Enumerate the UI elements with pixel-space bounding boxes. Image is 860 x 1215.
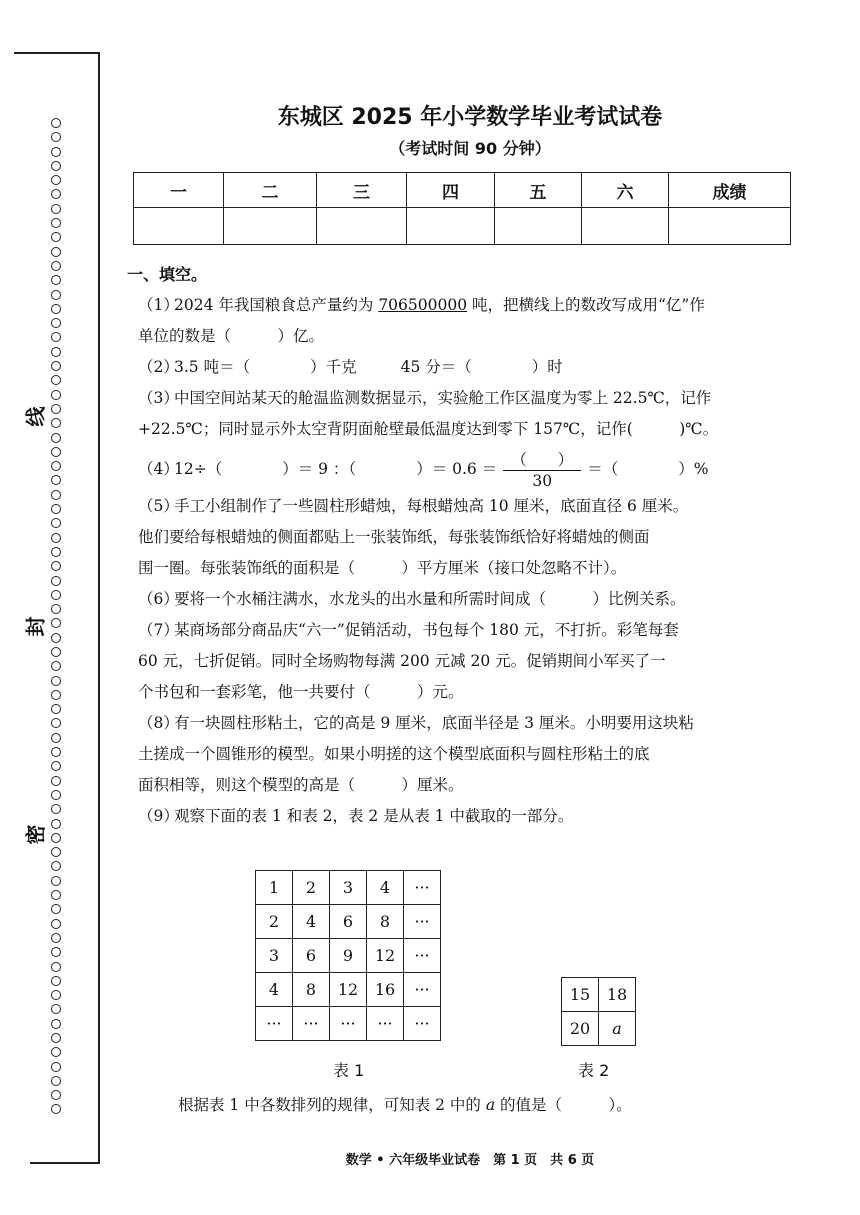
question-number: （1） <box>138 296 179 314</box>
q4-fraction-denominator: 30 <box>532 471 553 490</box>
table-cell: 18 <box>599 978 636 1012</box>
binding-circle-icon <box>51 418 61 428</box>
question-number: （2） <box>138 358 179 376</box>
table-row <box>256 905 441 939</box>
table-1-caption: 表 1 <box>333 1061 365 1080</box>
binding-circle-icon <box>51 247 61 257</box>
binding-circle-icon <box>51 947 61 957</box>
seal-word-secret: 密 <box>23 824 48 845</box>
q4-text-d: ＝（ <box>587 460 619 478</box>
table-cell: ··· <box>404 871 441 905</box>
question-number: （8） <box>138 714 179 732</box>
score-cell <box>495 208 582 245</box>
binding-circle-icon <box>51 261 61 271</box>
q6-line-1: 要将一个水桶注满水，水龙头的出水量和所需时间成（ ）比例关系。 <box>174 590 686 608</box>
q4-text-c: ）＝ 0.6 ＝ <box>416 460 498 478</box>
q4-fraction <box>503 450 581 491</box>
binding-circle-icon <box>51 747 61 757</box>
binding-top-line <box>14 52 100 54</box>
binding-circle-icon <box>51 361 61 371</box>
binding-circle-icon <box>51 290 61 300</box>
binding-circle-icon <box>51 661 61 671</box>
binding-circle-icon <box>51 332 61 342</box>
binding-circle-icon <box>51 618 61 628</box>
score-table-blank-row <box>134 208 791 245</box>
binding-circles <box>49 118 63 1119</box>
q4-text-e: ）% <box>678 460 709 478</box>
binding-circle-icon <box>51 304 61 314</box>
q8-line-1: 有一块圆柱形粘土，它的高是 9 厘米，底面半径是 3 厘米。小明要用这块粘 <box>174 714 694 732</box>
binding-circle-icon <box>51 390 61 400</box>
score-cell <box>224 208 317 245</box>
q1-text-a: 2024 年我国粮食总产量约为 <box>174 296 379 314</box>
score-header-1: 一 <box>134 173 224 208</box>
question-3 <box>138 383 798 414</box>
table-1 <box>255 870 441 1041</box>
question-7-line-2: 60 元，七折促销。同时全场购物每满 200 元减 20 元。促销期间小军买了一 <box>138 652 666 670</box>
table-cell: 12 <box>330 973 367 1007</box>
q2-text-d: ）时 <box>531 358 563 376</box>
binding-circle-icon <box>51 861 61 871</box>
q4-fraction-numerator: （ ） <box>503 450 581 471</box>
exam-title: 东城区 2025 年小学数学毕业考试试卷 <box>277 105 663 130</box>
q9-answer-text-b: 的值是（ ）。 <box>495 1096 632 1114</box>
binding-circle-icon <box>51 518 61 528</box>
binding-circle-icon <box>51 676 61 686</box>
table-row <box>256 1007 441 1041</box>
question-number: （7） <box>138 621 179 639</box>
table-cell: 12 <box>367 939 404 973</box>
table-cell: 20 <box>562 1012 599 1046</box>
binding-circle-icon <box>51 475 61 485</box>
binding-circle-icon <box>51 1076 61 1086</box>
seal-word-line: 线 <box>23 406 48 427</box>
binding-circle-icon <box>51 976 61 986</box>
score-header-6: 六 <box>582 173 669 208</box>
binding-circle-icon <box>51 790 61 800</box>
binding-circle-icon <box>51 490 61 500</box>
binding-circle-icon <box>51 447 61 457</box>
binding-circle-icon <box>51 1019 61 1029</box>
question-3-line-2: +22.5℃；同时显示外太空背阴面舱壁最低温度达到零下 157℃，记作( )℃。 <box>138 420 719 438</box>
question-8 <box>138 708 798 739</box>
binding-circle-icon <box>51 433 61 443</box>
binding-circle-icon <box>51 561 61 571</box>
binding-circle-icon <box>51 1104 61 1114</box>
table-cell: 16 <box>367 973 404 1007</box>
table-cell: ··· <box>367 1007 404 1041</box>
table-cell: 8 <box>367 905 404 939</box>
table-row <box>256 939 441 973</box>
binding-circle-icon <box>51 147 61 157</box>
binding-circle-icon <box>51 590 61 600</box>
question-1-line-2: 单位的数是（ ）亿。 <box>138 327 325 345</box>
question-8-line-2: 土搓成一个圆锥形的模型。如果小明搓的这个模型底面积与圆柱形粘土的底 <box>138 745 650 763</box>
binding-circle-icon <box>51 804 61 814</box>
q1-text-b: 吨，把横线上的数改写成用“亿”作 <box>467 296 705 314</box>
table-row <box>562 978 636 1012</box>
question-5-line-3: 围一圈。每张装饰纸的面积是（ ）平方厘米（接口处忽略不计）。 <box>138 559 627 577</box>
score-header-3: 三 <box>317 173 407 208</box>
binding-circle-icon <box>51 819 61 829</box>
binding-circle-icon <box>51 275 61 285</box>
q9-answer-text-a: 根据表 1 中各数排列的规律，可知表 2 中的 <box>178 1096 486 1114</box>
binding-vertical-line <box>98 52 100 1164</box>
binding-circle-icon <box>51 919 61 929</box>
table-cell: 8 <box>293 973 330 1007</box>
exam-subtitle: （考试时间 90 分钟） <box>389 139 551 158</box>
question-5 <box>138 491 798 522</box>
table-cell: 1 <box>256 871 293 905</box>
binding-circle-icon <box>51 833 61 843</box>
q3-line-1: 中国空间站某天的舱温监测数据显示，实验舱工作区温度为零上 22.5℃，记作 <box>174 389 712 407</box>
table-row <box>562 1012 636 1046</box>
binding-circle-icon <box>51 604 61 614</box>
question-1 <box>138 290 798 321</box>
binding-circle-icon <box>51 375 61 385</box>
score-header-2: 二 <box>224 173 317 208</box>
binding-circle-icon <box>51 232 61 242</box>
table-cell: 3 <box>256 939 293 973</box>
binding-circle-icon <box>51 690 61 700</box>
binding-circle-icon <box>51 847 61 857</box>
table-cell: 4 <box>293 905 330 939</box>
binding-circle-icon <box>51 1004 61 1014</box>
question-6 <box>138 584 798 615</box>
binding-circle-icon <box>51 704 61 714</box>
binding-circle-icon <box>51 461 61 471</box>
question-number: （4） <box>138 460 179 478</box>
table-2-caption: 表 2 <box>578 1061 610 1080</box>
binding-circle-icon <box>51 1062 61 1072</box>
table-cell: ··· <box>404 973 441 1007</box>
score-cell <box>317 208 407 245</box>
binding-circle-icon <box>51 890 61 900</box>
score-header-4: 四 <box>407 173 495 208</box>
score-cell <box>582 208 669 245</box>
question-4 <box>138 447 798 491</box>
binding-circle-icon <box>51 1047 61 1057</box>
table-cell: ··· <box>404 1007 441 1041</box>
binding-circle-icon <box>51 990 61 1000</box>
question-2 <box>138 352 798 383</box>
binding-circle-icon <box>51 547 61 557</box>
binding-circle-icon <box>51 218 61 228</box>
score-header-5: 五 <box>495 173 582 208</box>
question-9-answer-line <box>178 1093 632 1115</box>
q7-line-1: 某商场部分商品庆“六一”促销活动，书包每个 180 元，不打折。彩笔每套 <box>174 621 679 639</box>
binding-strip <box>0 52 100 1164</box>
binding-circle-icon <box>51 347 61 357</box>
q4-text-a: 12÷（ <box>174 460 223 478</box>
binding-circle-icon <box>51 132 61 142</box>
binding-circle-icon <box>51 175 61 185</box>
binding-circle-icon <box>51 533 61 543</box>
table-cell: 4 <box>256 973 293 1007</box>
page-footer: 数学 • 六年级毕业试卷 第 1 页 共 6 页 <box>345 1153 595 1168</box>
question-number: （3） <box>138 389 179 407</box>
table-cell: ··· <box>330 1007 367 1041</box>
table-cell: 4 <box>367 871 404 905</box>
binding-circle-icon <box>51 576 61 586</box>
table-cell: 3 <box>330 871 367 905</box>
table-row <box>256 871 441 905</box>
binding-circle-icon <box>51 1033 61 1043</box>
binding-circle-icon <box>51 204 61 214</box>
question-9 <box>138 801 798 832</box>
binding-circle-icon <box>51 776 61 786</box>
q1-underlined-number: 706500000 <box>378 296 468 314</box>
score-table-header-row <box>134 173 791 208</box>
binding-circle-icon <box>51 504 61 514</box>
binding-circle-icon <box>51 404 61 414</box>
table-cell: 15 <box>562 978 599 1012</box>
binding-circle-icon <box>51 318 61 328</box>
binding-bottom-line <box>30 1162 100 1164</box>
score-cell <box>407 208 495 245</box>
table-row <box>256 973 441 1007</box>
question-number: （5） <box>138 497 179 515</box>
binding-circle-icon <box>51 161 61 171</box>
q2-text-b: ）千克 <box>310 358 357 376</box>
binding-circle-icon <box>51 647 61 657</box>
binding-circle-icon <box>51 761 61 771</box>
q4-text-b: ）＝ 9 ：（ <box>282 460 357 478</box>
question-8-line-3: 面积相等，则这个模型的高是（ ）厘米。 <box>138 776 464 794</box>
table-cell: ··· <box>404 939 441 973</box>
binding-circle-icon <box>51 189 61 199</box>
q9-line-1: 观察下面的表 1 和表 2，表 2 是从表 1 中截取的一部分。 <box>174 807 574 825</box>
seal-word-seal: 封 <box>23 616 48 637</box>
q9-answer-variable: a <box>485 1096 496 1114</box>
table-cell: ··· <box>404 905 441 939</box>
binding-circle-icon <box>51 118 61 128</box>
score-cell <box>669 208 791 245</box>
binding-circle-icon <box>51 876 61 886</box>
binding-circle-icon <box>51 1090 61 1100</box>
section-heading: 一、填空。 <box>127 265 208 284</box>
binding-circle-icon <box>51 933 61 943</box>
question-number: （9） <box>138 807 179 825</box>
q2-text-c: 45 分＝（ <box>400 358 472 376</box>
table-cell: 9 <box>330 939 367 973</box>
table-cell: ··· <box>256 1007 293 1041</box>
question-7-line-3: 个书包和一套彩笔，他一共要付（ ）元。 <box>138 683 464 701</box>
table-cell: 2 <box>293 871 330 905</box>
table-cell: 6 <box>293 939 330 973</box>
table-2 <box>561 977 636 1046</box>
table-cell: 6 <box>330 905 367 939</box>
binding-circle-icon <box>51 962 61 972</box>
binding-circle-icon <box>51 633 61 643</box>
table-cell: 2 <box>256 905 293 939</box>
score-header-total: 成绩 <box>669 173 791 208</box>
question-7 <box>138 615 798 646</box>
score-cell <box>134 208 224 245</box>
q5-line-1: 手工小组制作了一些圆柱形蜡烛，每根蜡烛高 10 厘米，底面直径 6 厘米。 <box>174 497 689 515</box>
score-table <box>133 172 791 245</box>
table-cell: ··· <box>293 1007 330 1041</box>
binding-circle-icon <box>51 904 61 914</box>
question-list <box>138 290 798 832</box>
question-5-line-2: 他们要给每根蜡烛的侧面都贴上一张装饰纸，每张装饰纸恰好将蜡烛的侧面 <box>138 528 650 546</box>
binding-circle-icon <box>51 718 61 728</box>
question-number: （6） <box>138 590 179 608</box>
q2-text-a: 3.5 吨＝（ <box>174 358 251 376</box>
binding-circle-icon <box>51 733 61 743</box>
table-cell: a <box>599 1012 636 1046</box>
